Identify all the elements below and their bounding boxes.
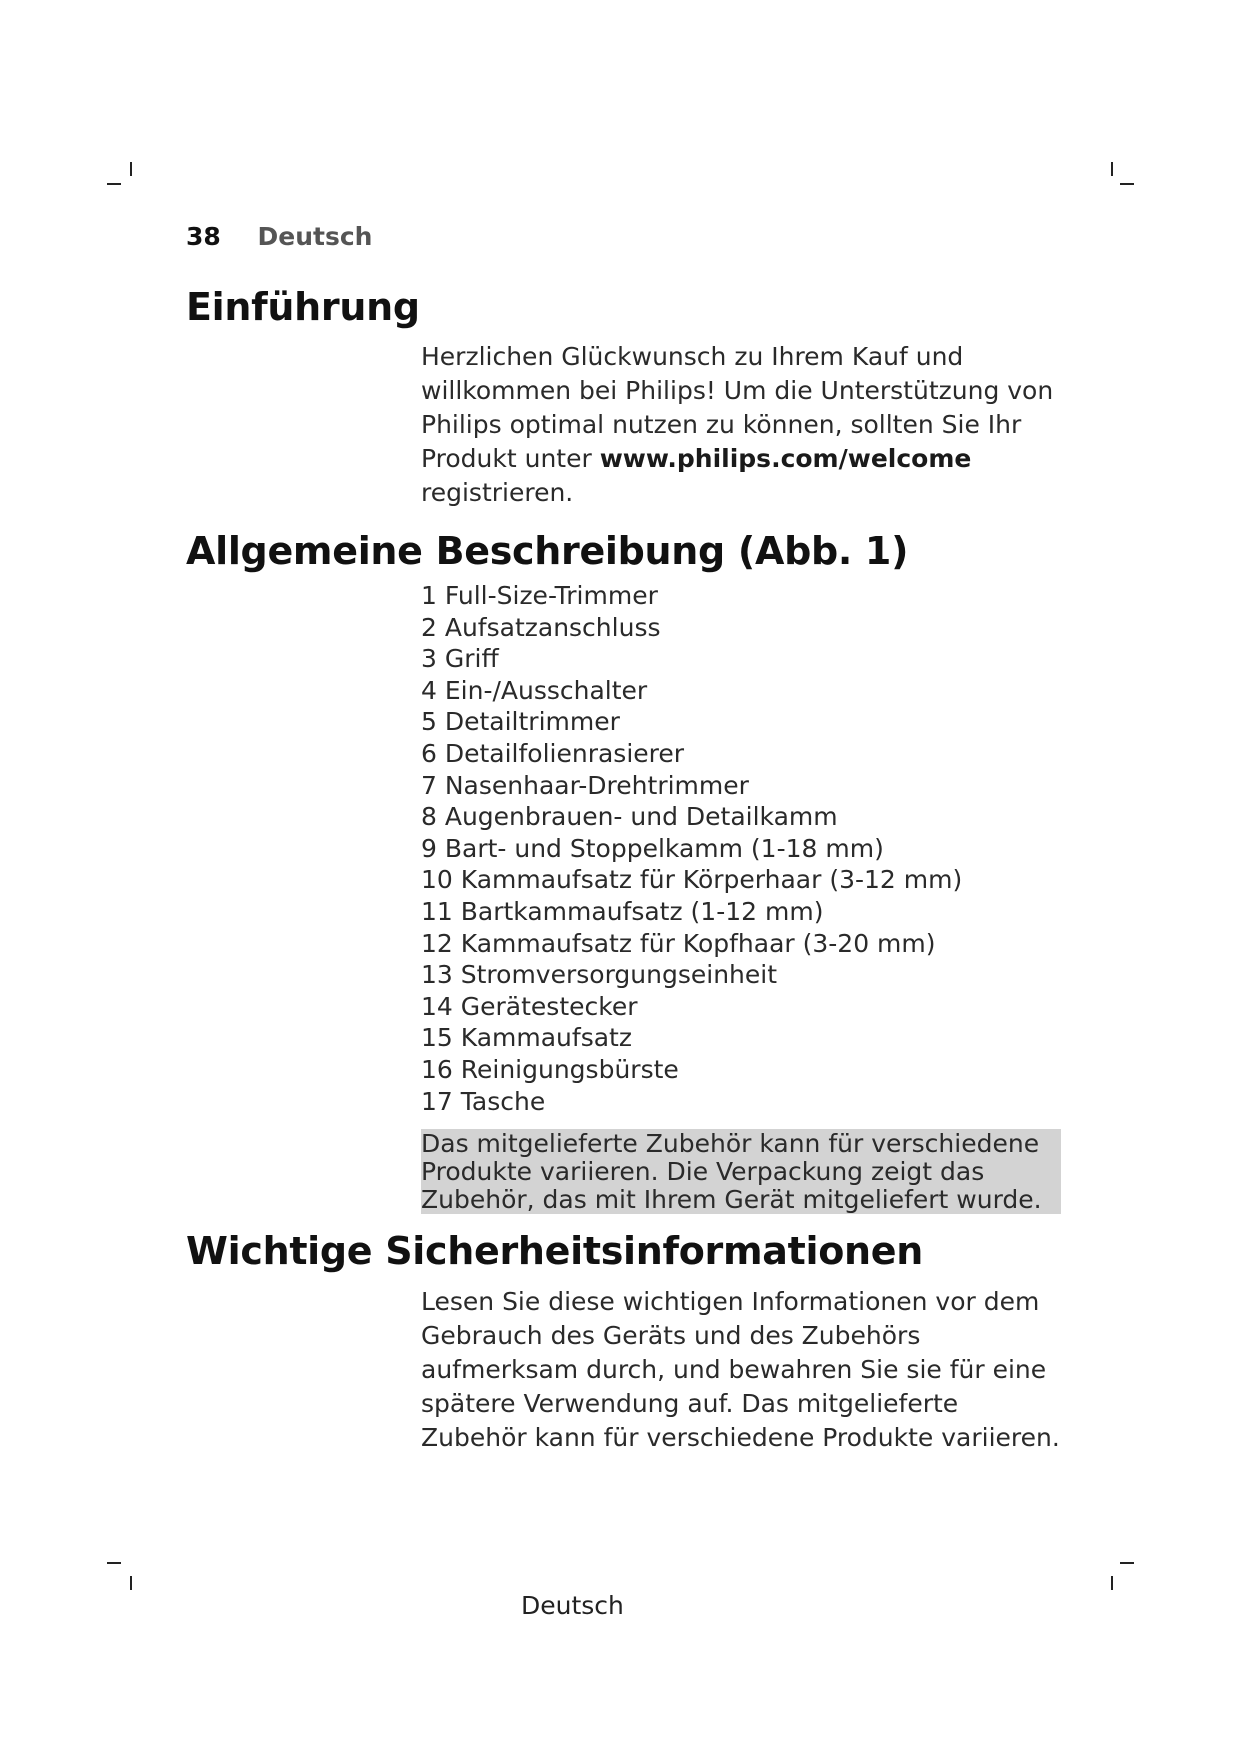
safety-heading: Wichtige Sicherheitsinformationen [186, 1229, 924, 1273]
crop-mark [130, 162, 132, 176]
intro-text: Herzlichen Glückwunsch zu Ihrem Kauf und willkommen bei Philips! Um die Unterstützung von Philips optimal nutzen zu können, sollten Sie Ihr Produkt unter [421, 342, 1054, 473]
crop-mark [107, 183, 121, 185]
list-item: 15 Kammaufsatz [421, 1023, 632, 1053]
description-heading: Allgemeine Beschreibung (Abb. 1) [186, 529, 909, 573]
crop-mark [107, 1562, 121, 1564]
header-language: Deutsch [257, 222, 373, 251]
list-item: 17 Tasche [421, 1086, 546, 1116]
list-item: 2 Aufsatzanschluss [421, 612, 661, 642]
list-item: 9 Bart- und Stoppelkamm (1-18 mm) [421, 833, 884, 863]
list-item: 5 Detailtrimmer [421, 707, 620, 737]
list-item: 13 Stromversorgungseinheit [421, 960, 778, 990]
page-number: 38 [186, 222, 221, 251]
intro-paragraph [421, 340, 1061, 510]
list-item: 3 Griff [421, 644, 499, 674]
list-item: 7 Nasenhaar-Drehtrimmer [421, 770, 749, 800]
page-footer: Deutsch [521, 1591, 624, 1620]
list-item: 14 Gerätestecker [421, 991, 638, 1021]
safety-paragraph: Lesen Sie diese wichtigen Informationen vor dem Gebrauch des Geräts und des Zubehörs aufmerksam durch, und bewahren Sie sie für eine spätere Verwendung auf. Das mitgelieferte Zubehör kann für verschiedene Produkte variieren. [421, 1287, 1060, 1452]
list-item: 12 Kammaufsatz für Kopfhaar (3-20 mm) [421, 928, 936, 958]
list-item: 10 Kammaufsatz für Körperhaar (3-12 mm) [421, 865, 963, 895]
intro-text-end: registrieren. [421, 478, 574, 507]
intro-heading: Einführung [186, 285, 420, 329]
accessory-note: Das mitgelieferte Zubehör kann für verschiedene Produkte variieren. Die Verpackung zeigt das Zubehör, das mit Ihrem Gerät mitgeliefert wurde. [421, 1129, 1061, 1214]
crop-mark [1120, 1562, 1134, 1564]
crop-mark [130, 1576, 132, 1590]
list-item: 1 Full-Size-Trimmer [421, 581, 658, 610]
list-item: 4 Ein-/Ausschalter [421, 675, 648, 705]
crop-mark [1111, 162, 1113, 176]
list-item: 8 Augenbrauen- und Detailkamm [421, 802, 838, 832]
list-item: 6 Detailfolienrasierer [421, 738, 685, 768]
parts-list [421, 580, 962, 1117]
page-header [186, 222, 372, 251]
list-item: 16 Reinigungsbürste [421, 1054, 679, 1084]
crop-mark [1111, 1576, 1113, 1590]
crop-mark [1120, 183, 1134, 185]
welcome-link[interactable]: www.philips.com/welcome [599, 444, 972, 473]
list-item: 11 Bartkammaufsatz (1-12 mm) [421, 896, 824, 926]
